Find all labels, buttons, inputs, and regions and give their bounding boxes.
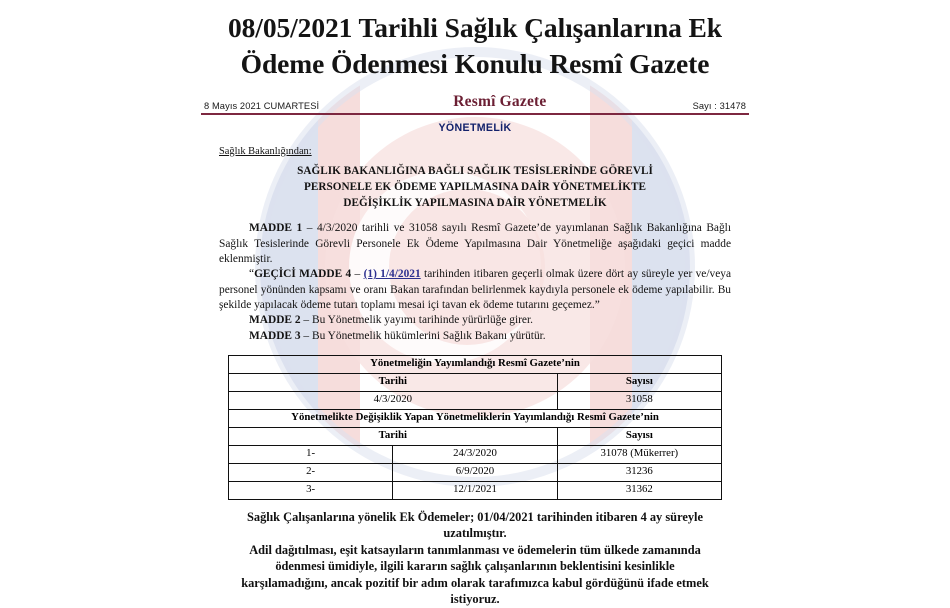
- table-row: [229, 445, 722, 463]
- table-row: [229, 463, 722, 481]
- table-section1-col-date: Tarihi: [229, 373, 558, 391]
- table-row-2-number: 31236: [557, 463, 721, 481]
- article-2-text: – Bu Yönetmelik yayımı tarihinde yürürlüğe girer.: [300, 314, 533, 327]
- closing-statement: [188, 509, 762, 608]
- article-1-label: MADDE 1: [249, 222, 303, 235]
- decree-title-line-1: SAĞLIK BAKANLIĞINA BAĞLI SAĞLIK TESİSLERİNDE GÖREVLİ: [297, 165, 653, 178]
- table-row-2-index: 2-: [229, 463, 393, 481]
- publication-date: 8 Mayıs 2021 CUMARTESİ: [204, 100, 320, 111]
- table-row-1-index: 1-: [229, 445, 393, 463]
- decree-title-line-2: PERSONELE EK ÖDEME YAPILMASINA DAİR YÖNETMELİKTE: [303, 181, 647, 194]
- table-row-3-index: 3-: [229, 481, 393, 499]
- closing-statement-line-3: Adil dağıtılması, eşit katsayıların tanımlanması ve ödemelerin tüm ülkede zamanında: [249, 542, 701, 557]
- article-3-text: – Bu Yönetmelik hükümlerini Sağlık Bakanı yürütür.: [300, 329, 546, 342]
- article-1-text: – 4/3/2020 tarihli ve 31058 sayılı Resmî Gazete’de yayımlanan Sağlık Bakanlığına Bağlı Sağlık Tesislerinde Görevli Personele Ek Ödeme Yapılmasına Dair Yönetmeliğe aşağıdaki geçici madde eklenmiştir.: [219, 222, 731, 265]
- table-row: [229, 409, 722, 427]
- publication-history-table: [228, 355, 722, 500]
- closing-statement-line-1: Sağlık Çalışanlarına yönelik Ek Ödemeler; 01/04/2021 tarihinden itibaren 4 ay süreyle: [247, 509, 703, 524]
- table-section2-header: Yönetmelikte Değişiklik Yapan Yönetmeliklerin Yayımlandığı Resmî Gazete’nin: [229, 409, 722, 427]
- provisional-open-quote: “: [249, 268, 255, 281]
- masthead-row: [201, 93, 749, 113]
- table-section2-col-number: Sayısı: [557, 427, 721, 445]
- closing-statement-line-4: ödenmesi ümidiyle, ilgili kararın sağlık çalışanlarının beklentisini kesinlikle: [275, 559, 675, 574]
- provisional-article-text: tarihinden itibaren geçerli olmak üzere dört ay süreyle yer ve/veya personel yönünden kapsamı ve oranı Bakan tarafından belirlenmek kaydıyla personele ek ödeme yapılabilir. Bu şekilde yapılacak ödeme tutarı toplamı mesai içi tavan ek ödeme tutarını geçemez.”: [219, 268, 732, 311]
- document-body: [219, 134, 731, 344]
- gazette-masthead-block: [201, 93, 749, 134]
- table-section1-header: Yönetmeliğin Yayımlandığı Resmî Gazete’nin: [229, 355, 722, 373]
- closing-statement-line-5: karşılamadığını, ancak pozitif bir adım olarak tarafımızca kabul gördüğünü ifade etmek: [241, 575, 709, 590]
- section-kind-label: YÖNETMELİK: [438, 121, 512, 134]
- decree-title-line-3: DEĞİŞİKLİK YAPILMASINA DAİR YÖNETMELİK: [343, 197, 607, 210]
- table-row: [229, 427, 722, 445]
- table-row-3-number: 31362: [557, 481, 721, 499]
- provisional-article-label: GEÇİCİ MADDE 4: [254, 268, 352, 281]
- article-2-paragraph: [219, 313, 731, 328]
- table-row-1-number: 31078 (Mükerrer): [557, 445, 721, 463]
- page-title-line-2: Ödeme Ödenmesi Konulu Resmî Gazete: [240, 47, 710, 79]
- table-row: [229, 391, 722, 409]
- provisional-article-paragraph: [219, 267, 731, 313]
- table-section2-col-date: Tarihi: [229, 427, 558, 445]
- table-row: [229, 373, 722, 391]
- issue-number: Sayı : 31478: [692, 100, 746, 111]
- article-3-label: MADDE 3: [249, 329, 301, 342]
- issuing-authority-label: Sağlık Bakanlığından:: [219, 145, 312, 157]
- effective-date-link[interactable]: (1) 1/4/2021: [363, 268, 421, 281]
- table-row: [229, 481, 722, 499]
- masthead-divider: [201, 113, 749, 115]
- table-row-3-date: 12/1/2021: [393, 481, 557, 499]
- article-2-label: MADDE 2: [249, 314, 301, 327]
- provisional-dash: –: [351, 268, 364, 281]
- table-section1-date: 4/3/2020: [229, 391, 558, 409]
- table-row-1-date: 24/3/2020: [393, 445, 557, 463]
- page-title-line-1: 08/05/2021 Tarihli Sağlık Çalışanlarına Ek: [228, 12, 722, 43]
- article-1-paragraph: [219, 221, 731, 267]
- page-title: [0, 0, 950, 82]
- table-section1-col-number: Sayısı: [557, 373, 721, 391]
- article-3-paragraph: [219, 329, 731, 344]
- table-row-2-date: 6/9/2020: [393, 463, 557, 481]
- table-row: [229, 355, 722, 373]
- closing-statement-line-6: istiyoruz.: [450, 592, 500, 607]
- closing-statement-line-2: uzatılmıştır.: [443, 526, 507, 541]
- table-section1-number: 31058: [557, 391, 721, 409]
- decree-title: [219, 164, 731, 212]
- gazette-name: Resmî Gazete: [453, 92, 547, 110]
